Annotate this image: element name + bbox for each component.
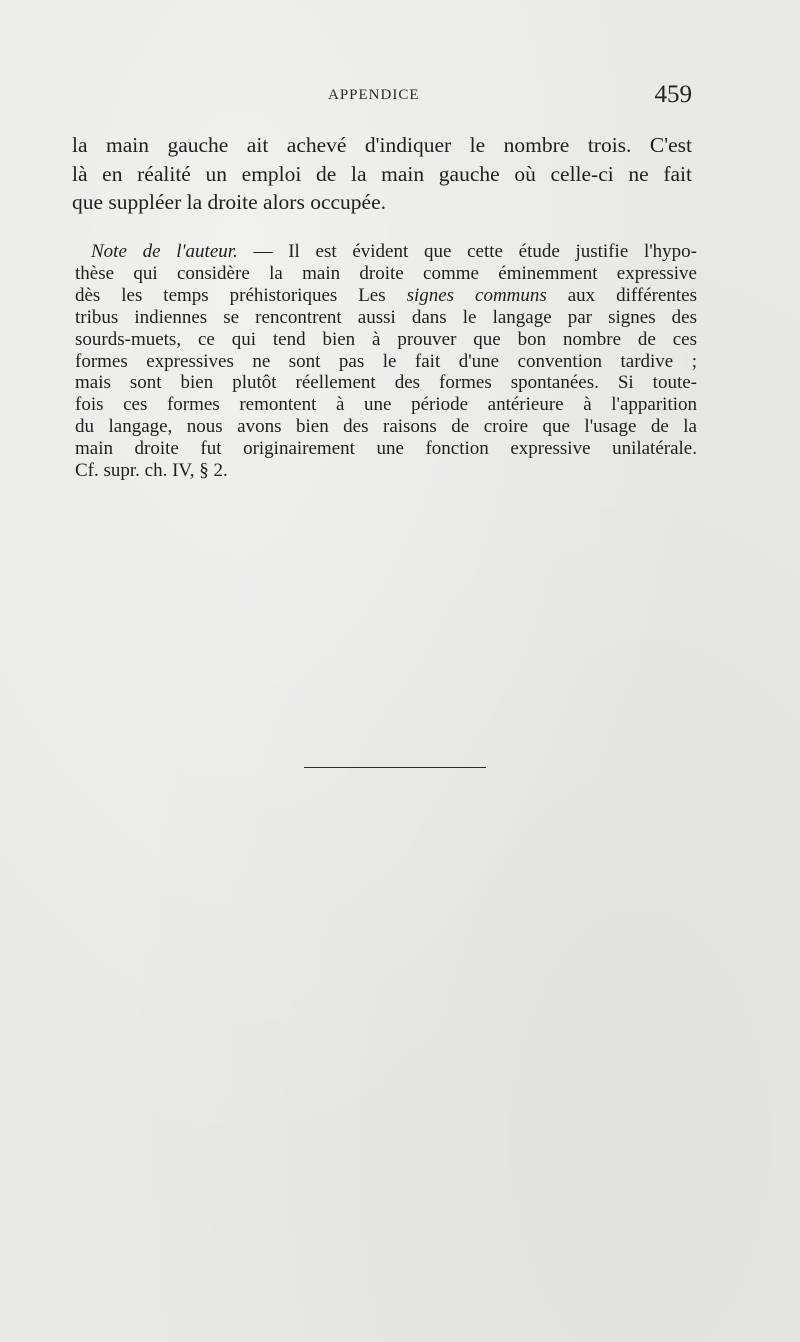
page-number: 459 bbox=[654, 81, 692, 108]
note-emphasis: signes communs bbox=[406, 284, 547, 306]
note-line-9: du langage, nous avons bien des raisons de croire que l'usage de la bbox=[75, 416, 697, 438]
note-line-8: fois ces formes remontent à une période antérieure à l'apparition bbox=[75, 394, 697, 416]
author-note bbox=[75, 241, 697, 482]
note-line-2: thèse qui considère la main droite comme éminemment expressive bbox=[75, 262, 697, 284]
note-line-10: main droite fut originairement une fonction expressive unilatérale. bbox=[75, 438, 697, 460]
note-line-3 bbox=[75, 285, 697, 307]
note-line-3-before: dès les temps préhistoriques Les bbox=[75, 284, 407, 306]
note-line-3-after: aux différentes bbox=[546, 284, 697, 306]
end-rule bbox=[304, 767, 486, 768]
main-line-1: la main gauche ait achevé d'indiquer le nombre trois. C'est bbox=[72, 133, 692, 157]
note-last-line: Cf. supr. ch. IV, § 2. bbox=[75, 460, 228, 482]
note-line-5: sourds-muets, ce qui tend bien à prouver que bon nombre de ces bbox=[75, 328, 697, 350]
running-title: APPENDICE bbox=[328, 87, 420, 103]
main-paragraph bbox=[72, 131, 692, 217]
main-line-2: là en réalité un emploi de la main gauche où celle-ci ne fait bbox=[72, 161, 692, 186]
note-line-1 bbox=[75, 241, 697, 263]
running-header bbox=[0, 81, 800, 108]
note-line-4: tribus indiennes se rencontrent aussi dans le langage par signes des bbox=[75, 306, 697, 328]
note-line-6: formes expressives ne sont pas le fait d'une convention tardive ; bbox=[75, 350, 697, 372]
note-label: Note de l'auteur. bbox=[91, 241, 238, 262]
note-line-7: mais sont bien plutôt réellement des formes spontanées. Si toute- bbox=[75, 372, 697, 394]
main-line-3: que suppléer la droite alors occupée. bbox=[72, 190, 387, 214]
note-line-1-text: — Il est évident que cette étude justifie l'hypo- bbox=[237, 241, 697, 262]
